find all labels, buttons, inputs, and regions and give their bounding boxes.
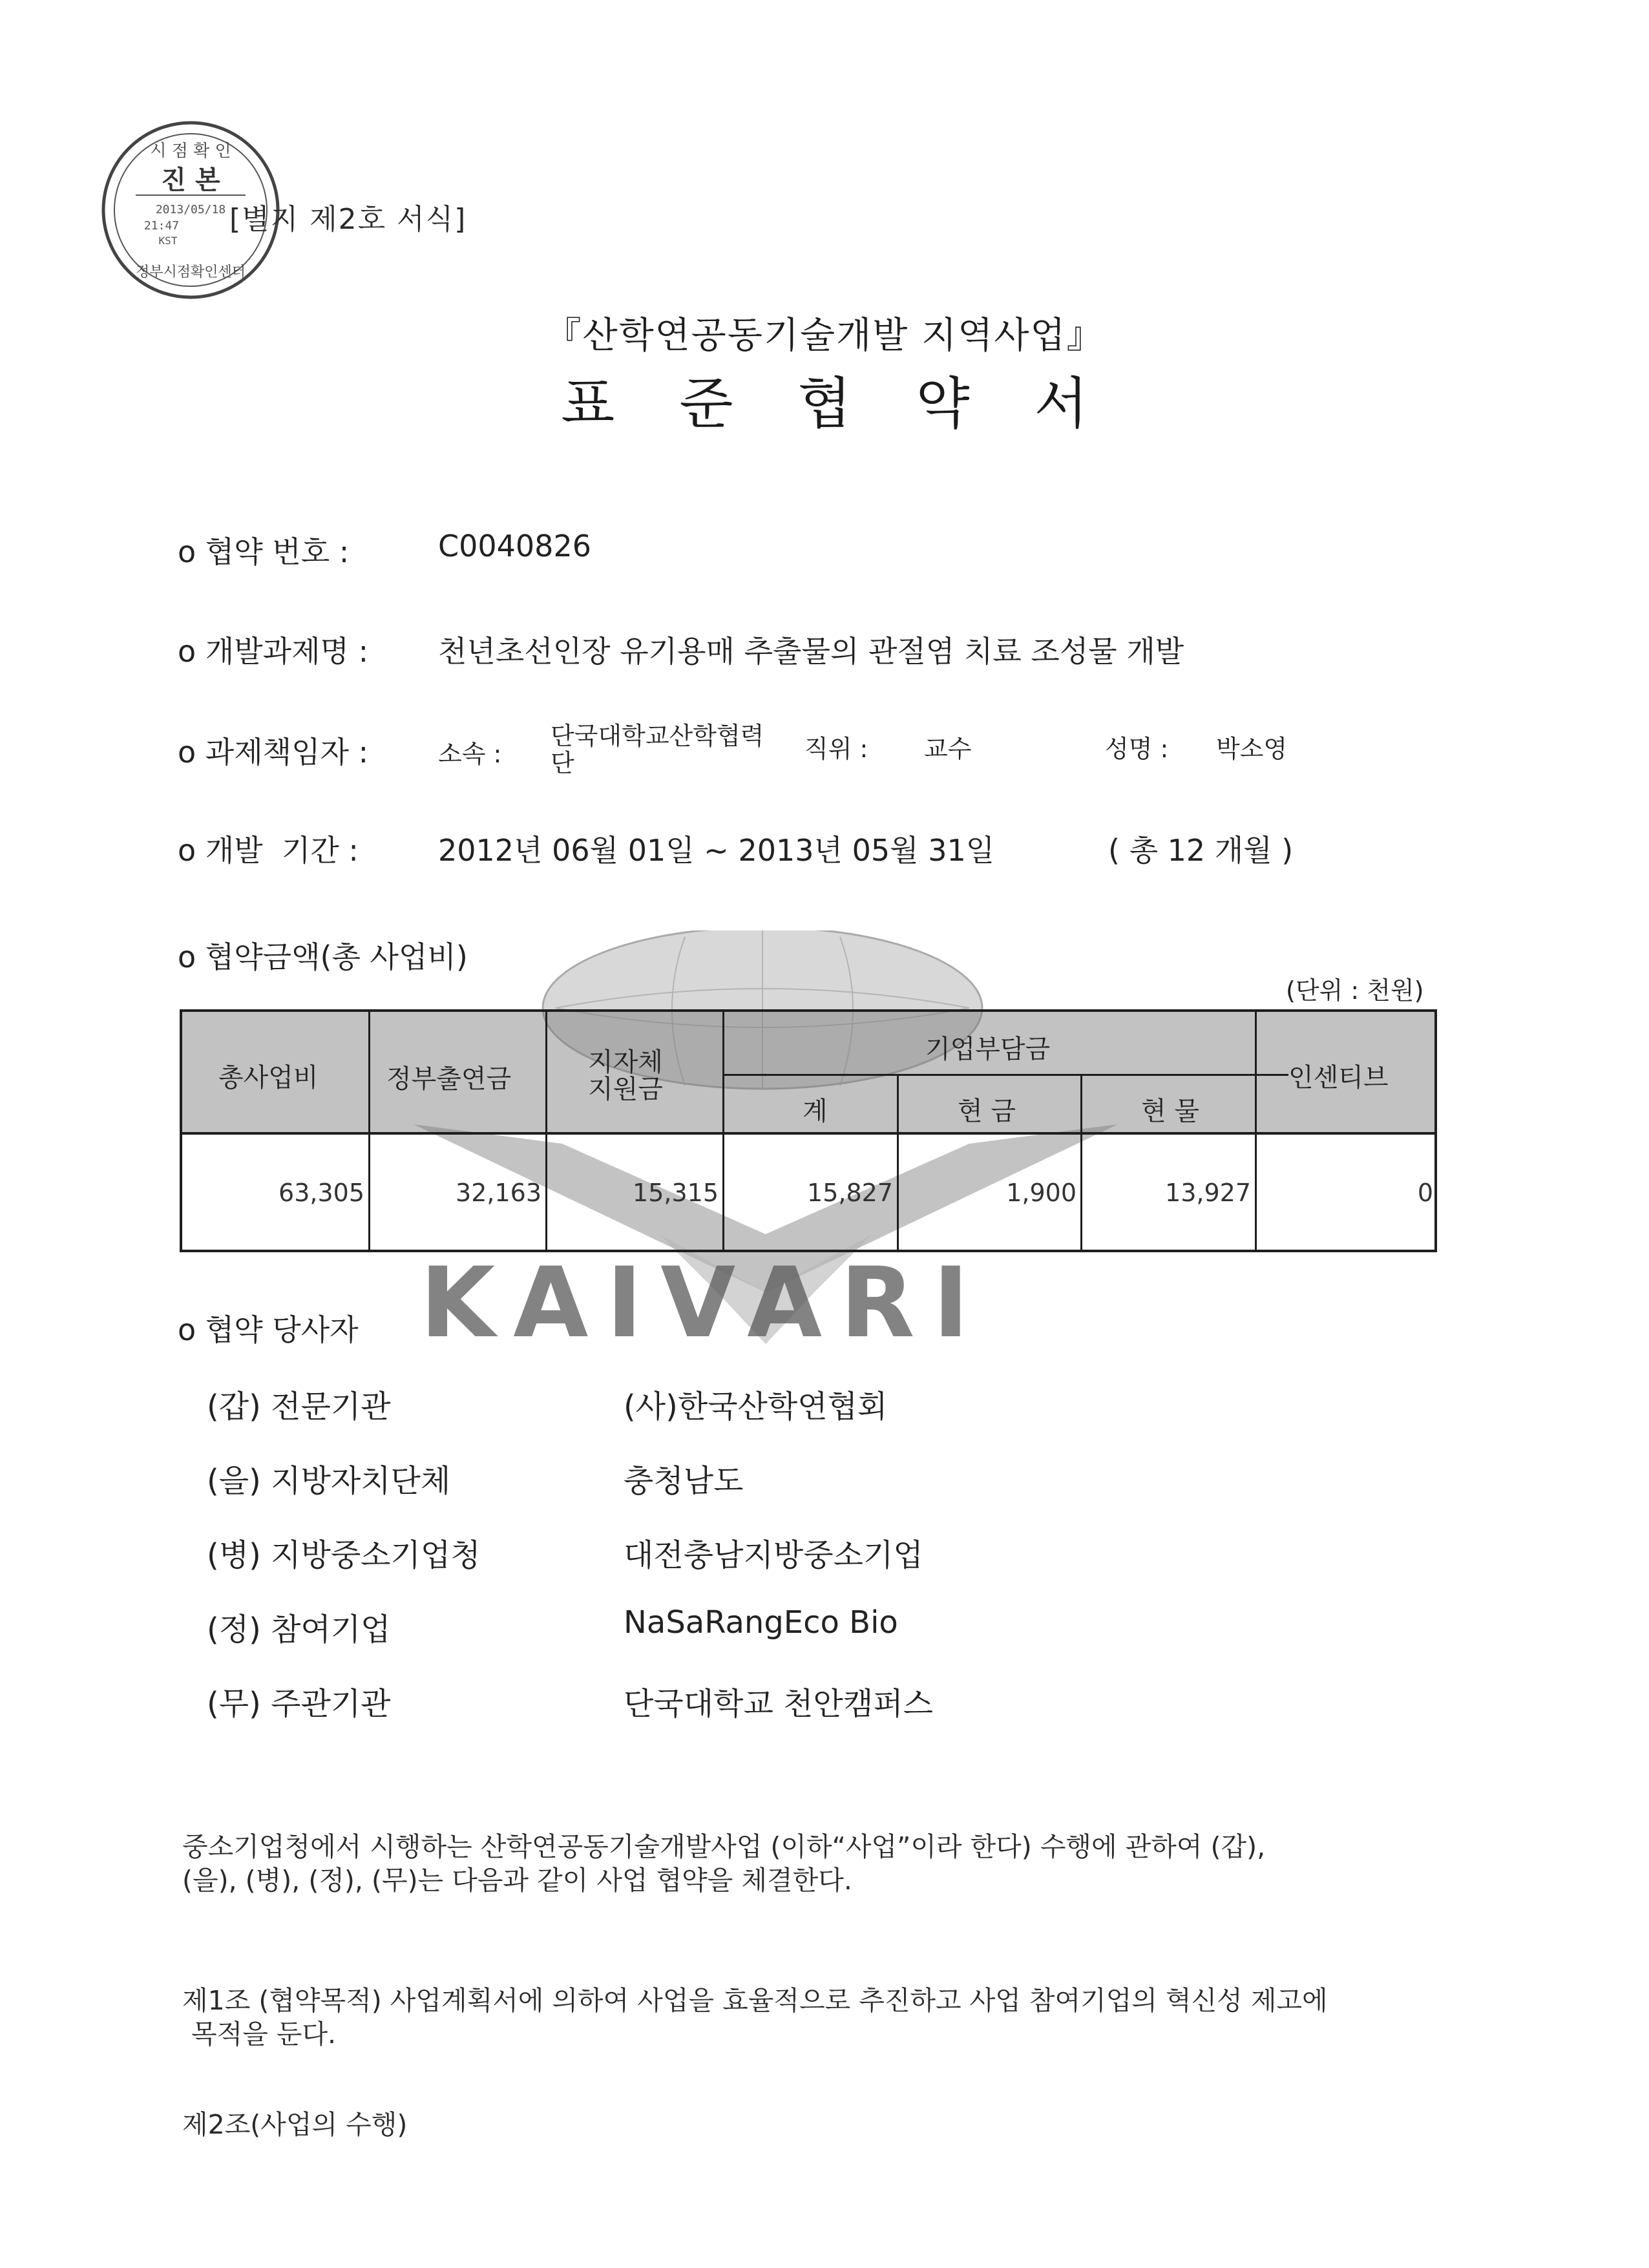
th-local-line2: 지원금 [588,1075,663,1104]
project-title: 『산학연공동기술개발 지역사업』 [545,315,1104,357]
period-total: ( 총 12 개월 ) [1108,833,1294,868]
table-col-divider [1255,1012,1257,1250]
period-value: 2012년 06월 01일 ~ 2013년 05월 31일 [438,833,995,868]
th-company-sum: 계 [803,1097,828,1126]
party-name: 대전충남지방중소기업 [624,1537,923,1573]
table-col-divider [545,1012,547,1250]
table-col-divider [368,1012,370,1250]
party-name: NaSaRangEco Bio [624,1604,898,1641]
party-role: (병) 지방중소기업청 [207,1537,481,1573]
article1-line1: 제1조 (협약목적) 사업계획서에 의하여 사업을 효율적으로 추진하고 사업 참여기업의 혁신성 제고에 [182,1985,1328,2016]
td-incentive: 0 [1417,1179,1433,1207]
td-company-cash: 1,900 [1006,1179,1077,1207]
stamp-zone: KST [158,235,178,247]
td-company-kind: 13,927 [1165,1179,1251,1207]
party-role: (갑) 전문기관 [207,1389,391,1425]
intro-line1: 중소기업청에서 시행하는 산학연공동기술개발사업 (이하“사업”이라 한다) 수행에 관하여 (갑), [182,1831,1266,1862]
budget-table [180,1009,1437,1252]
party-name: 충청남도 [624,1463,744,1499]
th-incentive: 인센티브 [1288,1063,1389,1093]
th-gov: 정부출연금 [386,1064,512,1094]
agreement-no-label: o 협약 번호 : [178,534,350,569]
th-company-cash: 현 금 [958,1097,1016,1126]
agreement-no-value: C0040826 [438,529,591,563]
unit-note: (단위 : 천원) [1286,976,1424,1005]
table-col-divider [722,1012,724,1250]
name-value: 박소영 [1216,735,1288,763]
doc-title: 표준협약서 [561,372,1153,436]
period-label: o 개발 기간 : [178,833,359,868]
party-role: (정) 참여기업 [207,1612,391,1648]
article2-heading: 제2조(사업의 수행) [182,2109,408,2140]
td-local: 15,315 [633,1179,719,1207]
parties-label: o 협약 당사자 [178,1312,359,1347]
party-role: (을) 지방자치단체 [207,1463,451,1499]
position-label: 직위 : [804,735,868,763]
party-name: (사)한국산학연협회 [624,1389,888,1425]
project-name-value: 천년초선인장 유기용매 추출물의 관절염 치료 조성물 개발 [438,634,1184,669]
project-name-label: o 개발과제명 : [178,634,369,669]
th-total: 총사업비 [218,1063,319,1093]
td-gov: 32,163 [456,1179,541,1207]
intro-line2: (을), (병), (정), (무)는 다음과 같이 사업 협약을 체결한다. [182,1865,852,1896]
th-company-kind: 현 물 [1141,1097,1199,1126]
amount-label: o 협약금액(총 사업비) [178,940,468,974]
affiliation-value-line1: 단국대학교산학협력 [551,722,764,750]
party-role: (무) 주관기관 [207,1686,391,1722]
th-company: 기업부담금 [925,1034,1051,1064]
td-total: 63,305 [278,1179,364,1207]
table-col-divider [897,1074,899,1252]
stamp-center-text: 진 본 [161,165,220,195]
stamp-bottom-text: 정부시점확인센터 [135,264,246,280]
td-company-sum: 15,827 [807,1179,893,1207]
stamp-top-text: 시 점 확 인 [150,142,231,161]
article1-line2: 목적을 둔다. [191,2019,337,2050]
affiliation-value-line2: 단 [551,749,574,777]
table-col-divider [1080,1074,1082,1252]
position-value: 교수 [924,735,972,763]
table-subheader-divider [722,1074,1288,1076]
name-label: 성명 : [1105,735,1169,763]
form-label: [별지 제2호 서식] [229,203,467,236]
stamp-date: 2013/05/18 [155,203,226,216]
affiliation-label: 소속 : [438,740,502,768]
party-name: 단국대학교 천안캠퍼스 [624,1686,933,1722]
th-local-line1: 지자체 [588,1047,663,1077]
kaivari-wordmark: KAIVARI [420,1247,987,1360]
manager-label: o 과제책임자 : [178,735,369,770]
stamp-time: 21:47 [143,219,180,233]
